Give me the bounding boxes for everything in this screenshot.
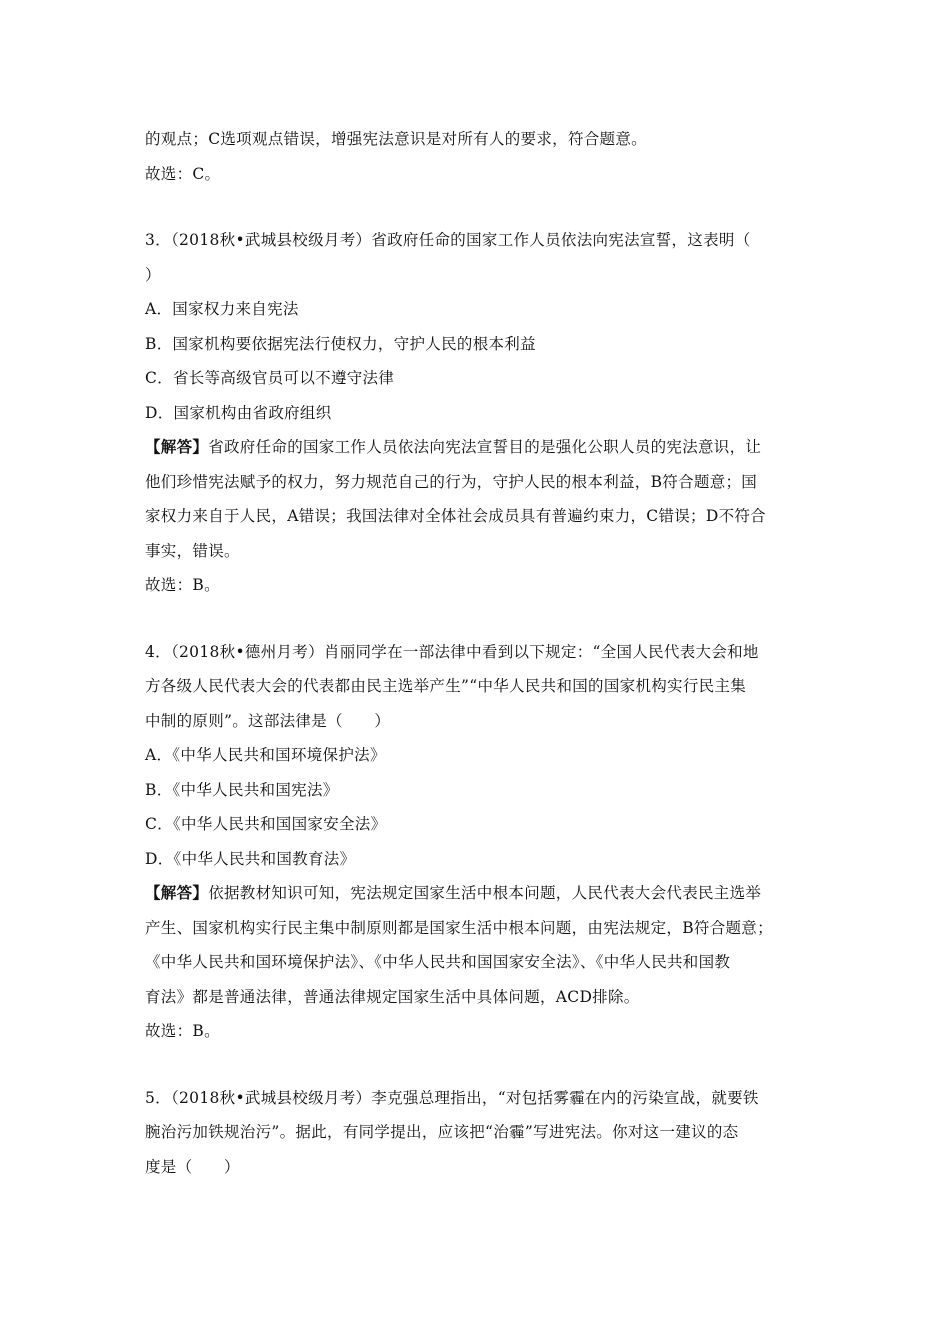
q4-option-b: B．《中华人民共和国宪法》	[145, 780, 339, 799]
document-page	[145, 122, 810, 1184]
q4-answer: 故选：B。	[145, 1022, 220, 1040]
q3-analysis-line-1	[145, 430, 810, 465]
q3-analysis-line-4: 事实，错误。	[145, 541, 240, 560]
q5-stem-line-3: 度是（ ）	[145, 1157, 240, 1176]
q4-analysis-line-3: 《中华人民共和国环境保护法》、《中华人民共和国国家安全法》、《中华人民共和国教	[145, 953, 731, 971]
q4-stem-line-2: 方各级人民代表大会的代表都由民主选举产生”“中华人民共和国的国家机构实行民主集	[145, 677, 747, 695]
q4-analysis-tag: 【解答】	[145, 883, 209, 902]
q4-option-c: C．《中华人民共和国国家安全法》	[145, 815, 387, 833]
q2-analysis-line: 的观点；C选项观点错误，增强宪法意识是对所有人的要求，符合题意。	[145, 130, 647, 148]
q4-analysis-line-4: 育法》都是普通法律，普通法律规定国家生活中具体问题，ACD排除。	[145, 987, 640, 1006]
q3-analysis-line-2: 他们珍惜宪法赋予的权力，努力规范自己的行为，守护人民的根本利益，B符合题意；国	[145, 472, 758, 491]
q3-option-c: C．省长等高级官员可以不遵守法律	[145, 369, 395, 387]
q3-analysis-tag: 【解答】	[145, 437, 209, 456]
q5-stem-line-2: 腕治污加铁规治污”。据此，有同学提出，应该把“治霾”写进宪法。你对这一建议的态	[145, 1123, 739, 1141]
q3-analysis-text: 省政府任命的国家工作人员依法向宪法宣誓目的是强化公职人员的宪法意识，让	[208, 438, 762, 456]
q4-analysis-line-1	[145, 876, 810, 911]
q4-option-a: A．《中华人民共和国环境保护法》	[145, 746, 386, 764]
q3-stem-line-1: 3．（2018秋•武城县校级月考）省政府任命的国家工作人员依法向宪法宣誓，这表明（	[145, 231, 751, 249]
q4-stem-line-3: 中制的原则”。这部法律是（ ）	[145, 711, 391, 730]
q3-stem-line-2: ）	[145, 265, 161, 284]
q3-option-b: B．国家机构要依据宪法行使权力，守护人民的根本利益	[145, 334, 536, 353]
q3-option-a: A．国家权力来自宪法	[145, 300, 299, 318]
q2-answer: 故选：C。	[145, 164, 221, 183]
q4-analysis-line-2: 产生、国家机构实行民主集中制原则都是国家生活中根本问题，由宪法规定，B符合题意；	[145, 918, 773, 937]
q5-stem-line-1: 5．（2018秋•武城县校级月考）李克强总理指出，“对包括雾霾在内的污染宣战，就要铁	[145, 1088, 759, 1107]
q4-analysis-text: 依据教材知识可知，宪法规定国家生活中根本问题，人民代表大会代表民主选举	[208, 884, 762, 902]
q3-answer: 故选：B。	[145, 576, 220, 594]
q4-stem-line-1: 4．（2018秋•德州月考）肖丽同学在一部法律中看到以下规定：“全国人民代表大会和地	[145, 642, 759, 661]
q3-option-d: D．国家机构由省政府组织	[145, 403, 332, 422]
q3-analysis-line-3: 家权力来自于人民，A错误；我国法律对全体社会成员具有普遍约束力，C错误；D不符合	[145, 507, 766, 525]
q4-option-d: D．《中华人民共和国教育法》	[145, 849, 356, 868]
